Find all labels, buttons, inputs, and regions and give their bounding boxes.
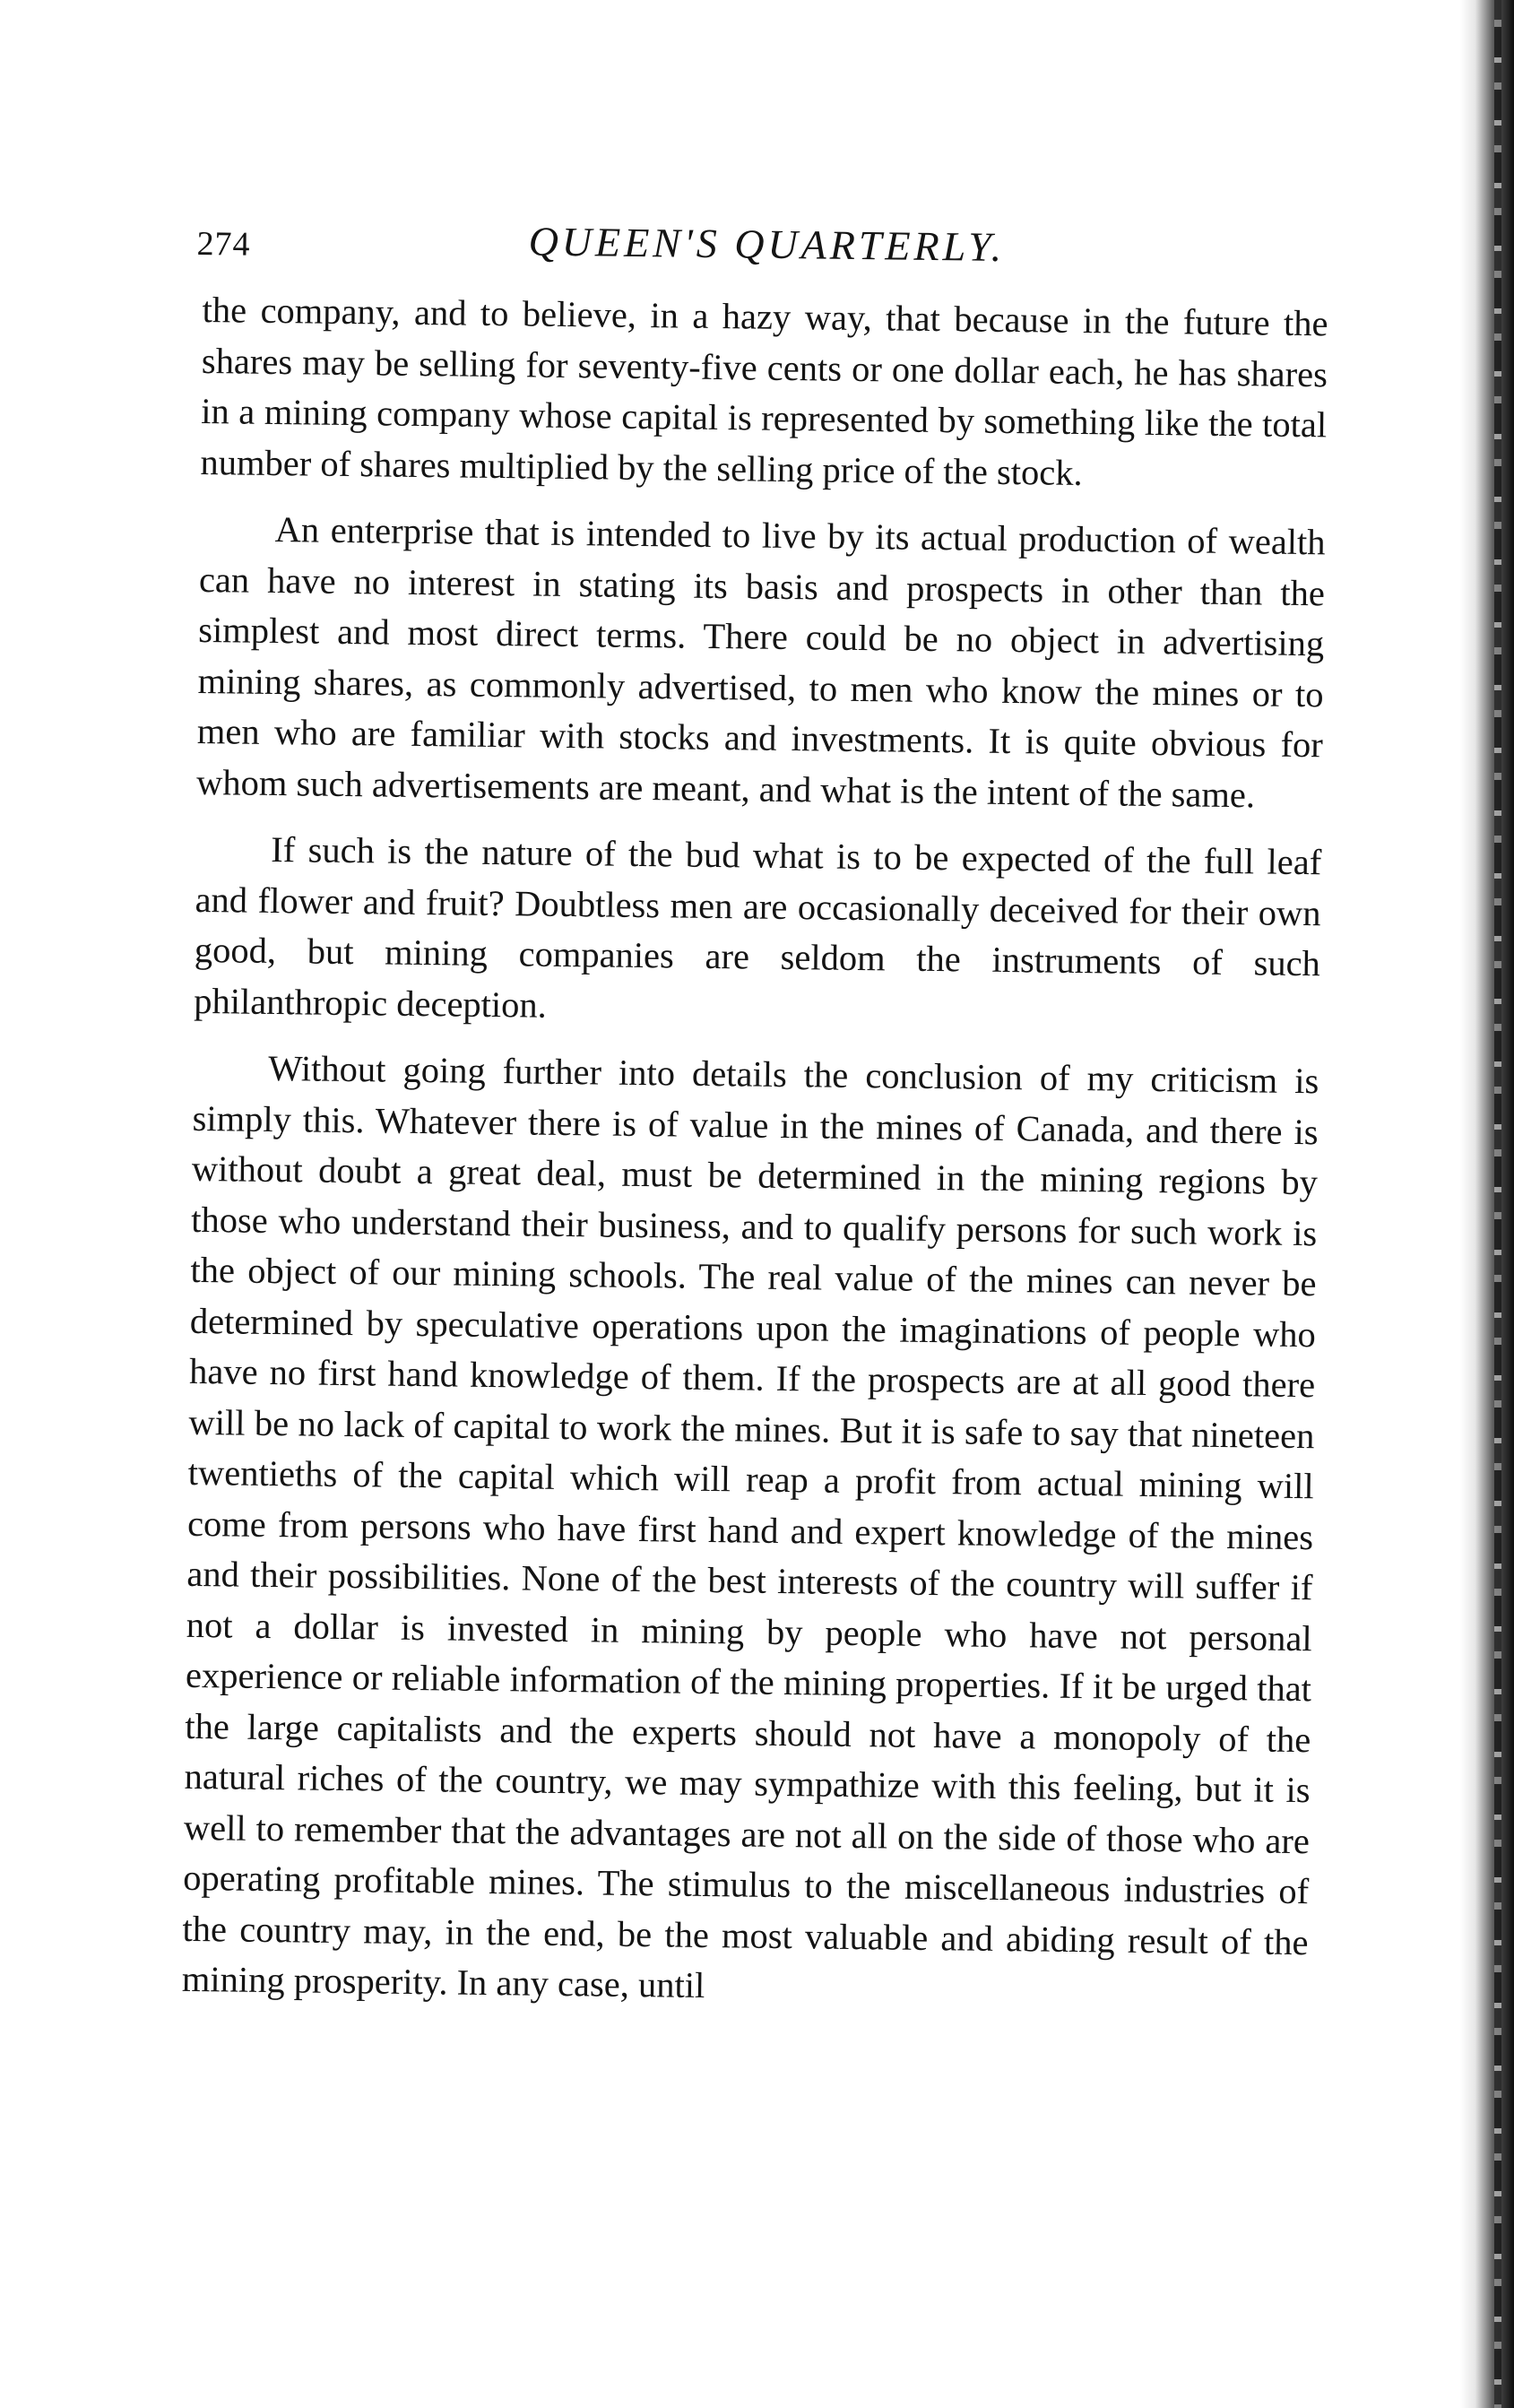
paragraph-1: the company, and to believe, in a hazy way, that because in the future the shares may be selling for seventy-five cents or one dollar each, he has shares in a mining company whose capital is represented by something like the total number of shares multiplied by the selling price of the stock.: [200, 289, 1328, 493]
scan-edge-texture: [1494, 0, 1501, 2408]
paragraph-3: If such is the nature of the bud what is to be expected of the full leaf and flower and fruit? Doubtless men are occasionally deceived for their own good, but mining companies are seldom the instruments of such philanthropic deception.: [193, 828, 1322, 1026]
scan-binding-edge: [1460, 0, 1514, 2408]
paragraph-2: An enterprise that is intended to live by its actual production of wealth can have no interest in stating its basis and prospects in other than the simplest and most direct terms. There could be no object in advertising mining shares, as commonly advertised, to men who know the mines or to men who are familiar with stocks and investments. It is quite obvious for whom such advertisements are meant, and what is the intent of the same.: [195, 509, 1326, 815]
body-text: [182, 285, 1328, 2019]
page-header: [196, 213, 1327, 299]
running-head: QUEEN'S QUARTERLY.: [528, 218, 1006, 271]
paragraph-4: Without going further into details the conclusion of my criticism is simply this. Whatever there is of value in the mines of Canada, and there is without doubt a great deal, must be determined in the mining regions by those who understand their business, and to qualify persons for such work is the object of our mining schools. The real value of the mines can never be determined by speculative operations upon the imaginations of people who have no first hand knowledge of them. If the prospects are at all good there will be no lack of capital to work the mines. But it is safe to say that nineteen twentieths of the capital which will reap a profit from actual mining will come from persons who have first hand and expert knowledge of the mines and their possibilities. None of the best interests of the country will suffer if not a dollar is invested in mining by people who have not personal experience or reliable information of the mining properties. If it be urged that the large capitalists and the experts should not have a monopoly of the natural riches of the country, we may sympathize with this feeling, but it is well to remember that the advantages are not all on the side of those who are operating profitable mines. The stimulus to the miscellaneous industries of the country may, in the end, be the most valuable and abiding result of the mining prosperity. In any case, until: [181, 1047, 1319, 2005]
page-number: 274: [196, 224, 251, 264]
